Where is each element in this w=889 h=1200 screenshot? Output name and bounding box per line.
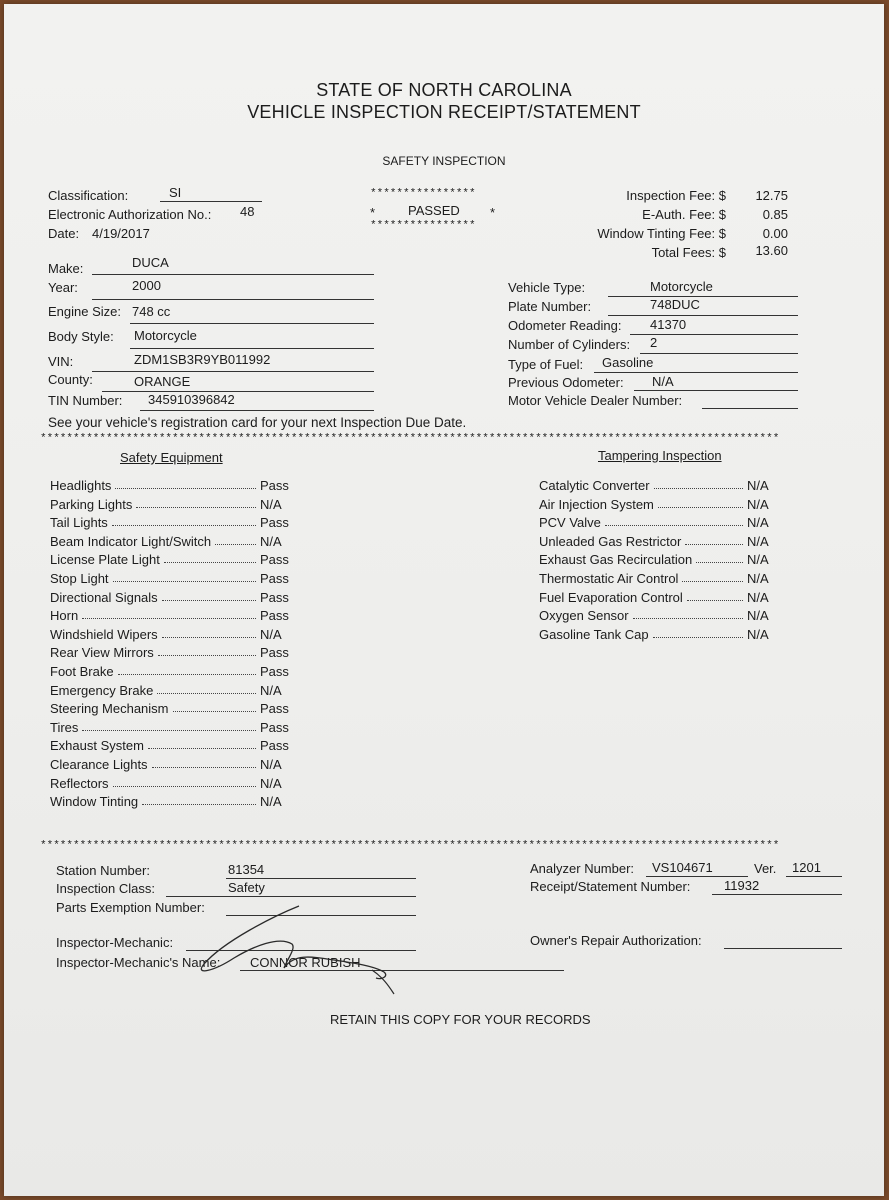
safety-row: [50, 738, 292, 753]
safety-item-result: Pass: [260, 608, 289, 624]
tampering-inspection-heading: Tampering Inspection: [598, 448, 722, 463]
tampering-item-name: Catalytic Converter: [539, 478, 650, 493]
county-value: ORANGE: [134, 374, 191, 389]
divider-bottom: ****************************************************************************************************************: [40, 840, 780, 852]
tin-label: TIN Number:: [48, 393, 123, 408]
safety-item-result: Pass: [260, 552, 289, 568]
safety-row: [50, 645, 292, 660]
tampering-row: [539, 534, 779, 549]
station-number-value: 81354: [228, 862, 265, 877]
tampering-item-result: N/A: [747, 478, 769, 493]
safety-item-name: Stop Light: [50, 571, 109, 586]
state-title: STATE OF NORTH CAROLINA: [316, 80, 572, 100]
stars-bottom: ****************: [370, 220, 476, 232]
tampering-row: [539, 515, 779, 530]
vehicle-type-value: Motorcycle: [650, 279, 713, 294]
tampering-item-name: Exhaust Gas Recirculation: [539, 552, 693, 568]
tampering-item-result: N/A: [747, 552, 769, 568]
safety-item-name: Exhaust System: [50, 738, 144, 754]
inspection-fee-value: 12.75: [755, 188, 788, 203]
dot-leader: [142, 804, 256, 805]
tampering-item-name: Fuel Evaporation Control: [539, 589, 683, 605]
safety-row: [50, 627, 292, 642]
safety-row: [50, 534, 292, 549]
safety-item-name: Rear View Mirrors: [50, 645, 154, 661]
make-label: Make:: [48, 261, 84, 276]
safety-item-name: Horn: [50, 608, 79, 624]
safety-row: [50, 776, 292, 791]
safety-item-result: Pass: [260, 589, 289, 605]
dot-leader: [112, 525, 256, 526]
tampering-item-result: N/A: [747, 626, 769, 642]
inspector-mechanic-label: Inspector-Mechanic:: [56, 935, 174, 950]
tampering-row: [539, 608, 779, 623]
tint-fee-value: 0.00: [762, 226, 788, 241]
tampering-item-result: N/A: [747, 571, 769, 586]
document-title: VEHICLE INSPECTION RECEIPT/STATEMENT: [247, 102, 641, 122]
safety-row: [50, 664, 292, 679]
inspection-class-value: Safety: [228, 880, 265, 895]
inspector-signature: [184, 896, 424, 996]
analyzer-number-label: Analyzer Number:: [530, 861, 635, 876]
year-value: 2000: [132, 278, 161, 293]
safety-row: [50, 552, 292, 567]
safety-item-name: Reflectors: [50, 775, 109, 791]
inspection-fee-label: Inspection Fee: $: [626, 188, 726, 203]
inspector-name-label: Inspector-Mechanic's Name:: [56, 955, 221, 970]
passed-status: PASSED: [408, 203, 460, 218]
dot-leader: [162, 600, 256, 601]
inspection-class-label: Inspection Class:: [56, 881, 155, 896]
safety-item-result: Pass: [260, 478, 289, 493]
safety-item-result: N/A: [260, 794, 282, 810]
tampering-row: [539, 571, 779, 586]
tampering-item-name: Unleaded Gas Restrictor: [539, 533, 682, 549]
make-value: DUCA: [132, 255, 169, 270]
dot-leader: [653, 637, 743, 638]
tampering-item-name: PCV Valve: [539, 515, 601, 531]
safety-item-name: Tail Lights: [50, 515, 108, 531]
safety-item-name: Emergency Brake: [50, 682, 154, 698]
safety-item-result: N/A: [260, 626, 282, 642]
safety-row: [50, 608, 292, 623]
engine-value: 748 cc: [132, 304, 171, 319]
stars-top: ****************: [370, 188, 476, 200]
fuel-label: Type of Fuel:: [508, 357, 584, 372]
tampering-row: [539, 497, 779, 512]
safety-item-result: Pass: [260, 515, 289, 531]
year-label: Year:: [48, 280, 78, 295]
tampering-item-result: N/A: [747, 496, 769, 512]
prev-odometer-value: N/A: [652, 374, 674, 389]
dot-leader: [82, 618, 256, 619]
inspector-name-value: CONNOR RUBISH: [250, 955, 361, 970]
safety-item-name: Tires: [50, 719, 79, 735]
version-label: Ver.: [754, 861, 777, 876]
vin-label: VIN:: [48, 354, 74, 369]
safety-item-name: Clearance Lights: [50, 757, 148, 772]
prev-odometer-label: Previous Odometer:: [508, 375, 624, 390]
county-label: County:: [48, 372, 93, 387]
safety-row: [50, 757, 292, 772]
dot-leader: [113, 786, 256, 787]
date-value: 4/19/2017: [92, 226, 150, 241]
safety-item-name: Parking Lights: [50, 496, 133, 512]
star-right: *: [490, 205, 496, 220]
dot-leader: [152, 767, 256, 768]
dot-leader: [115, 488, 256, 489]
classification-value: SI: [169, 185, 182, 200]
safety-item-result: Pass: [260, 664, 289, 679]
classification-label: Classification:: [48, 188, 129, 203]
dot-leader: [162, 637, 256, 638]
tampering-row: [539, 478, 779, 493]
plate-value: 748DUC: [650, 297, 700, 312]
safety-item-result: N/A: [260, 757, 282, 772]
dot-leader: [113, 581, 256, 582]
tampering-item-name: Thermostatic Air Control: [539, 571, 679, 586]
divider-top: ****************************************************************************************************************: [40, 433, 780, 445]
dot-leader: [158, 655, 256, 656]
dot-leader: [696, 562, 743, 563]
tampering-item-name: Air Injection System: [539, 496, 654, 512]
safety-row: [50, 515, 292, 530]
dot-leader: [148, 748, 256, 749]
tampering-item-result: N/A: [747, 589, 769, 605]
dot-leader: [658, 507, 743, 508]
dot-leader: [173, 711, 257, 712]
odometer-label: Odometer Reading:: [508, 318, 622, 333]
receipt-number-value: 11932: [724, 878, 760, 893]
fuel-value: Gasoline: [602, 355, 654, 370]
odometer-value: 41370: [650, 317, 687, 332]
safety-item-name: Steering Mechanism: [50, 701, 169, 717]
dot-leader: [118, 674, 256, 675]
parts-exemption-label: Parts Exemption Number:: [56, 900, 205, 915]
safety-equipment-heading: Safety Equipment: [120, 450, 223, 465]
body-value: Motorcycle: [134, 328, 197, 343]
safety-row: [50, 590, 292, 605]
safety-row: [50, 794, 292, 809]
dot-leader: [215, 544, 256, 545]
safety-row: [50, 683, 292, 698]
analyzer-number-value: VS104671: [652, 860, 713, 875]
tampering-item-result: N/A: [747, 533, 769, 549]
total-fee-label: Total Fees: $: [651, 245, 726, 260]
tampering-row: [539, 552, 779, 567]
safety-row: [50, 571, 292, 586]
dot-leader: [654, 488, 743, 489]
dot-leader: [682, 581, 743, 582]
body-label: Body Style:: [48, 329, 114, 344]
safety-row: [50, 701, 292, 716]
safety-item-name: Window Tinting: [50, 794, 139, 810]
safety-item-result: N/A: [260, 496, 282, 512]
retain-copy-notice: RETAIN THIS COPY FOR YOUR RECORDS: [330, 1012, 591, 1027]
receipt-number-label: Receipt/Statement Number:: [530, 879, 691, 894]
dot-leader: [687, 600, 743, 601]
eauth-fee-label: E-Auth. Fee: $: [642, 207, 726, 222]
vin-value: ZDM1SB3R9YB011992: [134, 352, 271, 367]
safety-item-name: Directional Signals: [50, 589, 158, 605]
dot-leader: [136, 507, 256, 508]
dot-leader: [82, 730, 256, 731]
tint-fee-label: Window Tinting Fee: $: [597, 226, 726, 241]
tampering-item-name: Gasoline Tank Cap: [539, 626, 649, 642]
version-value: 1201: [792, 860, 821, 875]
safety-row: [50, 497, 292, 512]
station-number-label: Station Number:: [56, 863, 150, 878]
dot-leader: [605, 525, 743, 526]
safety-item-result: Pass: [260, 645, 289, 661]
auth-label: Electronic Authorization No.:: [48, 207, 212, 222]
safety-item-name: Foot Brake: [50, 664, 114, 679]
star-left: *: [370, 205, 376, 220]
safety-item-result: Pass: [260, 719, 289, 735]
tampering-row: [539, 627, 779, 642]
tampering-item-result: N/A: [747, 608, 769, 624]
safety-item-name: License Plate Light: [50, 552, 160, 568]
safety-item-result: Pass: [260, 738, 289, 754]
tampering-item-name: Oxygen Sensor: [539, 608, 629, 624]
safety-item-result: N/A: [260, 533, 282, 549]
tin-value: 345910396842: [148, 392, 235, 407]
safety-row: [50, 720, 292, 735]
tampering-row: [539, 590, 779, 605]
vehicle-type-label: Vehicle Type:: [508, 280, 586, 295]
safety-item-name: Windshield Wipers: [50, 626, 158, 642]
tampering-item-result: N/A: [747, 515, 769, 531]
date-label: Date:: [48, 226, 80, 241]
safety-item-name: Beam Indicator Light/Switch: [50, 533, 212, 549]
plate-label: Plate Number:: [508, 299, 592, 314]
dot-leader: [157, 693, 256, 694]
receipt-paper: [4, 4, 884, 1196]
auth-value: 48: [240, 204, 255, 219]
safety-row: [50, 478, 292, 493]
safety-item-result: Pass: [260, 701, 289, 717]
cylinders-label: Number of Cylinders:: [508, 337, 631, 352]
safety-item-result: Pass: [260, 571, 289, 586]
dot-leader: [164, 562, 256, 563]
total-fee-value: 13.60: [755, 243, 788, 258]
inspection-type: SAFETY INSPECTION: [382, 154, 506, 168]
engine-label: Engine Size:: [48, 304, 121, 319]
due-date-note: See your vehicle's registration card for your next Inspection Due Date.: [48, 415, 467, 430]
repair-authorization-label: Owner's Repair Authorization:: [530, 933, 702, 948]
dot-leader: [685, 544, 743, 545]
cylinders-value: 2: [650, 335, 658, 350]
safety-item-name: Headlights: [50, 478, 112, 493]
dealer-number-label: Motor Vehicle Dealer Number:: [508, 393, 683, 408]
safety-item-result: N/A: [260, 682, 282, 698]
eauth-fee-value: 0.85: [762, 207, 788, 222]
safety-item-result: N/A: [260, 775, 282, 791]
dot-leader: [633, 618, 743, 619]
